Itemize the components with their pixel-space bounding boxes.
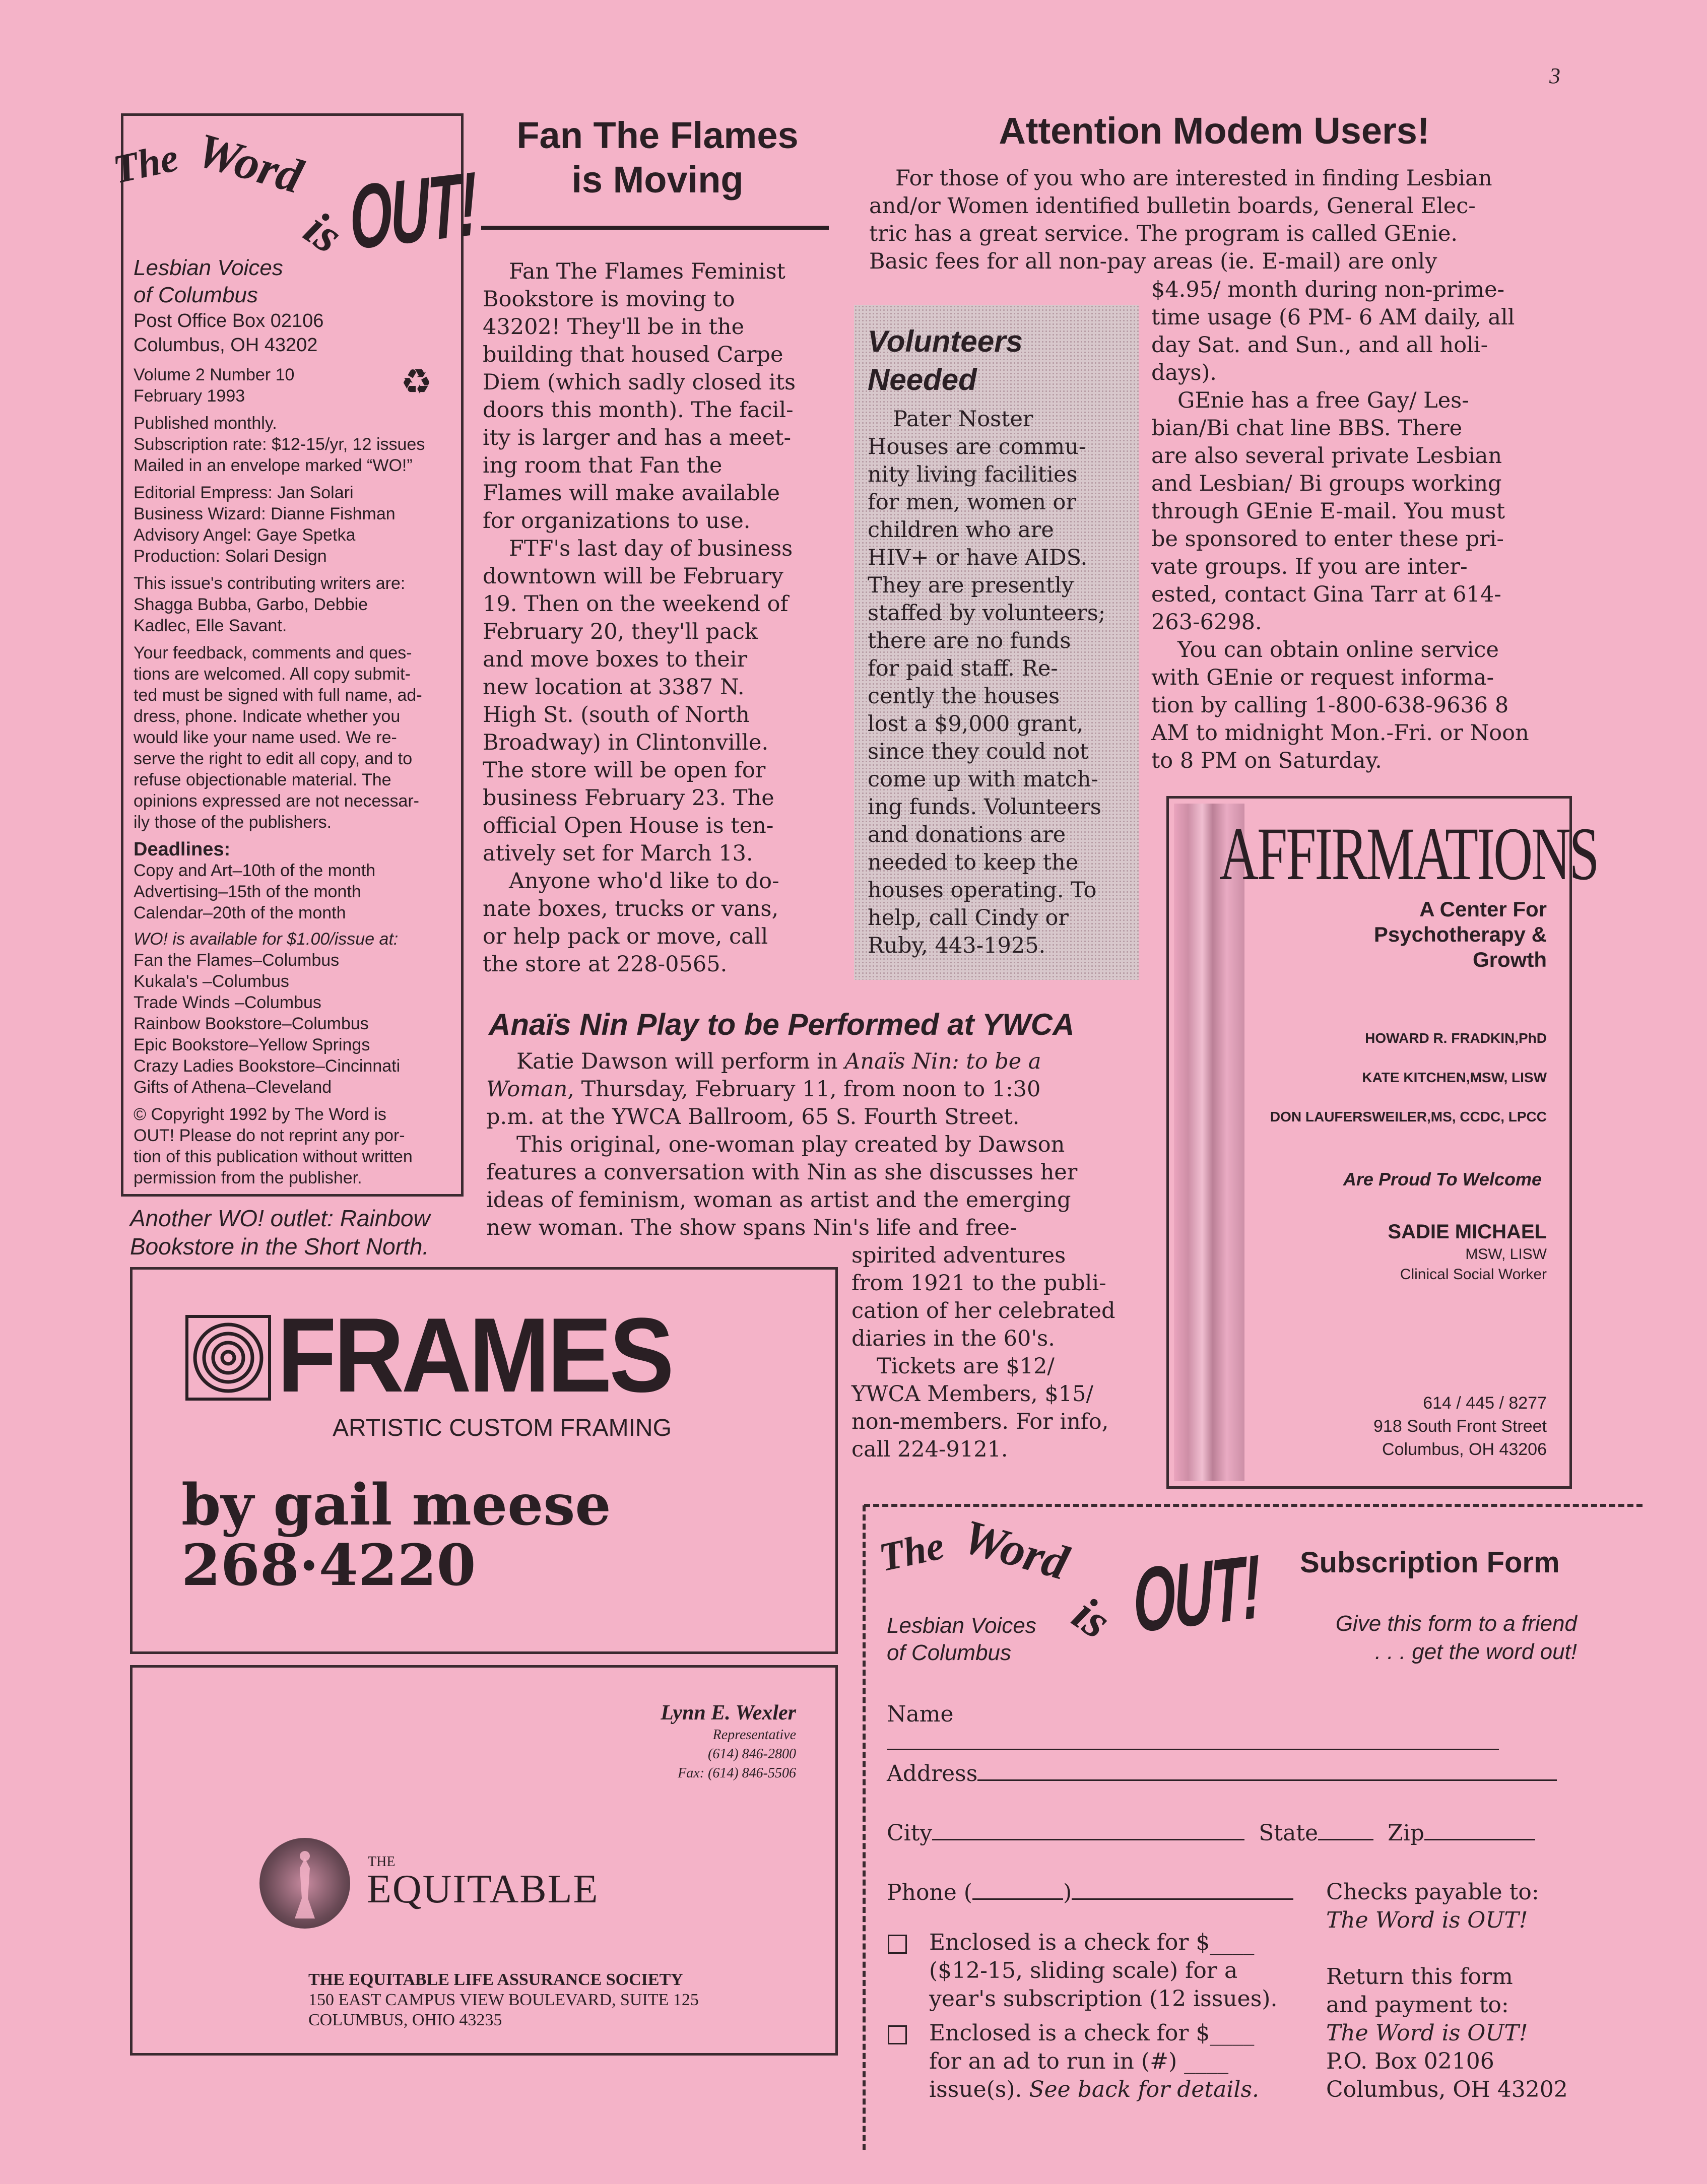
anais-narrow-line: from 1921 to the publi- bbox=[851, 1271, 1106, 1296]
writers-3: Kadlec, Elle Savant. bbox=[134, 616, 287, 635]
feedback-5: would like your name used. We re- bbox=[134, 728, 397, 747]
volunteers-line: for paid staff. Re- bbox=[868, 656, 1058, 681]
affirmations-sub-1: A Center For bbox=[1419, 897, 1547, 921]
masthead-subscription-1: Subscription rate: $12-15/yr, 12 issues bbox=[134, 435, 425, 454]
ftf-line: Flames will make available bbox=[483, 481, 780, 506]
phone-field-row bbox=[887, 1878, 1340, 1907]
volunteers-line: children who are bbox=[868, 517, 1054, 543]
volunteers-line: houses operating. To bbox=[868, 878, 1097, 903]
modem-intro-line: Basic fees for all non-pay areas (ie. E-mail) are only bbox=[869, 249, 1437, 274]
form-tagline-1: Give this form to a friend bbox=[1335, 1611, 1577, 1636]
form-logo-the: The bbox=[875, 1523, 948, 1580]
equitable-address-1: 150 EAST CAMPUS VIEW BOULEVARD, SUITE 125 bbox=[308, 1991, 699, 2009]
feedback-2: tions are welcomed. All copy submit- bbox=[134, 665, 411, 684]
address-label: Address bbox=[887, 1761, 978, 1786]
equitable-rep-title: Representative bbox=[712, 1727, 796, 1743]
anais-narrow-line: spirited adventures bbox=[851, 1243, 1066, 1268]
masthead-subscription-2: Mailed in an envelope marked “WO!” bbox=[134, 456, 413, 475]
equitable-address-2: COLUMBUS, OHIO 43235 bbox=[308, 2011, 502, 2029]
page-number: 3 bbox=[1549, 63, 1560, 88]
affirmations-staff bbox=[1255, 1019, 1547, 1137]
anais-narrow-line: YWCA Members, $15/ bbox=[851, 1381, 1093, 1407]
subscription-checkbox[interactable] bbox=[888, 1935, 907, 1954]
staff-3: Advisory Angel: Gaye Spetka bbox=[134, 525, 356, 545]
affirmations-cred-2: Clinical Social Worker bbox=[1400, 1266, 1547, 1283]
outlet-7: Gifts of Athena–Cleveland bbox=[134, 1078, 332, 1097]
ftf-line: High St. (south of North bbox=[483, 702, 750, 727]
outlet-4: Rainbow Bookstore–Columbus bbox=[134, 1014, 369, 1033]
ftf-line: ity is larger and has a meet- bbox=[483, 425, 791, 450]
modem-intro bbox=[869, 165, 1574, 276]
form-logo-word: Word bbox=[957, 1508, 1075, 1591]
masthead-address-1: Post Office Box 02106 bbox=[134, 310, 324, 332]
deadline-1: Copy and Art–10th of the month bbox=[134, 861, 376, 880]
volunteers-line: ing funds. Volunteers bbox=[868, 795, 1101, 820]
logo-the: The bbox=[109, 135, 182, 192]
ftf-line: 43202! They'll be in the bbox=[483, 314, 745, 340]
deadline-2: Advertising–15th of the month bbox=[134, 882, 361, 901]
name-label: Name bbox=[887, 1701, 954, 1727]
equitable-rep bbox=[504, 1700, 796, 1783]
ftf-line: official Open House is ten- bbox=[483, 813, 774, 838]
return-box: P.O. Box 02106 bbox=[1326, 2048, 1494, 2074]
equitable-company: THE EQUITABLE LIFE ASSURANCE SOCIETY bbox=[308, 1970, 683, 1989]
equitable-logo-icon bbox=[259, 1838, 350, 1929]
ftf-line: The store will be open for bbox=[483, 758, 766, 783]
outlet-note-1: Another WO! outlet: Rainbow bbox=[130, 1205, 430, 1231]
affirmations-subtitle bbox=[1260, 897, 1547, 972]
outlet-note-2: Bookstore in the Short North. bbox=[130, 1233, 429, 1260]
volunteers-title bbox=[868, 322, 1023, 399]
copyright-1: © Copyright 1992 by The Word is bbox=[134, 1105, 386, 1124]
equitable-logo-the: THE bbox=[368, 1854, 396, 1870]
form-title: Subscription Form bbox=[1300, 1546, 1560, 1579]
masthead-date: February 1993 bbox=[134, 386, 245, 406]
feedback-7: refuse objectionable material. The bbox=[134, 770, 391, 789]
masthead-volume: Volume 2 Number 10 bbox=[134, 365, 295, 384]
feedback-1: Your feedback, comments and ques- bbox=[134, 643, 412, 663]
copyright-4: permission from the publisher. bbox=[134, 1168, 362, 1187]
masthead-address-2: Columbus, OH 43202 bbox=[134, 335, 318, 356]
outlet-2: Kukala's –Columbus bbox=[134, 972, 289, 991]
anais-column bbox=[851, 1242, 1144, 1464]
modem-line: AM to midnight Mon.-Fri. or Noon bbox=[1151, 720, 1529, 746]
check-2-line-2: for an ad to run in (#) ____ bbox=[929, 2048, 1229, 2074]
logo-is: is bbox=[295, 201, 352, 263]
zip-label: Zip bbox=[1388, 1820, 1424, 1846]
volunteers-line: lost a $9,000 grant, bbox=[868, 711, 1084, 737]
frames-by: by gail meese bbox=[181, 1472, 611, 1538]
form-tagline bbox=[1275, 1610, 1577, 1666]
anais-narrow-line: call 224-9121. bbox=[851, 1437, 1008, 1462]
outlet-1: Fan the Flames–Columbus bbox=[134, 951, 340, 970]
check-2-issues: issue(s). bbox=[929, 2077, 1029, 2102]
outlet-6: Crazy Ladies Bookstore–Cincinnati bbox=[134, 1056, 401, 1076]
fan-flames-title bbox=[484, 113, 831, 202]
outlet-5: Epic Bookstore–Yellow Springs bbox=[134, 1035, 370, 1054]
phone-paren: ) bbox=[1063, 1880, 1072, 1905]
form-dashed-border-top bbox=[864, 1504, 1643, 1507]
volunteers-line: help, call Cindy or bbox=[868, 905, 1069, 931]
anais-narrow-line: Tickets are $12/ bbox=[877, 1354, 1055, 1379]
modem-line: $4.95/ month during non-prime- bbox=[1151, 277, 1505, 302]
modem-intro-line: and/or Women identified bulletin boards, General Elec- bbox=[869, 193, 1476, 219]
affirmations-newcomer bbox=[1255, 1219, 1547, 1285]
affirmations-street: 918 South Front Street bbox=[1373, 1417, 1547, 1436]
masthead-tagline-2: of Columbus bbox=[134, 283, 258, 307]
masthead-info bbox=[134, 254, 456, 1188]
modem-title: Attention Modem Users! bbox=[999, 110, 1430, 152]
frames-tagline: ARTISTIC CUSTOM FRAMING bbox=[333, 1415, 672, 1441]
volunteers-title-1: Volunteers bbox=[868, 324, 1023, 358]
state-label: State bbox=[1259, 1820, 1319, 1846]
staff-4: Production: Solari Design bbox=[134, 547, 327, 566]
anais-line: This original, one-woman play created by Dawson bbox=[516, 1132, 1065, 1157]
name-field[interactable] bbox=[887, 1729, 1499, 1750]
form-logo-sub bbox=[887, 1612, 1036, 1667]
masthead-published: Published monthly. bbox=[134, 414, 277, 433]
modem-line: be sponsored to enter these pri- bbox=[1151, 526, 1504, 552]
form-logo-sub-1: Lesbian Voices bbox=[887, 1613, 1036, 1638]
anais-narrow-line: non-members. For info, bbox=[851, 1409, 1109, 1434]
equitable-fax: Fax: (614) 846-5506 bbox=[678, 1765, 796, 1781]
ftf-line: business February 23. The bbox=[483, 785, 774, 811]
modem-line: bian/Bi chat line BBS. There bbox=[1151, 416, 1463, 441]
modem-line: and Lesbian/ Bi groups working bbox=[1151, 471, 1502, 496]
feedback-4: dress, phone. Indicate whether you bbox=[134, 707, 401, 726]
check-1-line-3: year's subscription (12 issues). bbox=[929, 1986, 1278, 2012]
availability: WO! is available for $1.00/issue at: bbox=[134, 930, 399, 949]
equitable-phone: (614) 846-2800 bbox=[708, 1746, 796, 1762]
phone-label: Phone ( bbox=[887, 1880, 972, 1905]
affirmations-cred-1: MSW, LISW bbox=[1465, 1246, 1547, 1263]
copyright-3: tion of this publication without written bbox=[134, 1147, 413, 1166]
fan-flames-rule bbox=[481, 226, 829, 230]
affirmations-staff-1: HOWARD R. FRADKIN,PhD bbox=[1365, 1030, 1547, 1046]
check-1-line-2: ($12-15, sliding scale) for a bbox=[929, 1958, 1238, 1983]
frames-logo: FRAMES bbox=[277, 1296, 672, 1414]
modem-column bbox=[1151, 276, 1569, 775]
volunteers-line: there are no funds bbox=[868, 628, 1071, 653]
return-city: Columbus, OH 43202 bbox=[1326, 2077, 1568, 2102]
equitable-rep-name: Lynn E. Wexler bbox=[661, 1701, 796, 1725]
modem-line: 263-6298. bbox=[1151, 610, 1262, 635]
anais-line: Woman, Thursday, February 11, from noon to 1:30 bbox=[486, 1077, 1041, 1102]
check-1-line-1: Enclosed is a check for $____ bbox=[929, 1930, 1255, 1955]
subscription-check-option bbox=[888, 1929, 1321, 2013]
form-logo-out: OUT! bbox=[1131, 1536, 1261, 1652]
volunteers-line: HIV+ or have AIDS. bbox=[868, 545, 1088, 570]
recycle-icon: ♻ bbox=[401, 361, 432, 403]
ftf-line: Fan The Flames Feminist bbox=[509, 259, 785, 284]
volunteers-article bbox=[868, 406, 1140, 960]
volunteers-line: Ruby, 443-1925. bbox=[868, 933, 1046, 958]
return-1: Return this form bbox=[1326, 1964, 1513, 1990]
volunteers-line: staffed by volunteers; bbox=[868, 601, 1106, 626]
ftf-line: nate boxes, trucks or vans, bbox=[483, 896, 779, 921]
volunteers-line: for men, women or bbox=[868, 490, 1077, 515]
ftf-line: Anyone who'd like to do- bbox=[509, 869, 779, 894]
payable-1: Checks payable to: bbox=[1326, 1879, 1539, 1905]
modem-line: are also several private Lesbian bbox=[1151, 443, 1502, 469]
form-logo-sub-2: of Columbus bbox=[887, 1640, 1012, 1665]
address-field[interactable] bbox=[977, 1759, 1557, 1781]
return-name: The Word is OUT! bbox=[1326, 2020, 1528, 2046]
volunteers-line: Pater Noster bbox=[893, 407, 1033, 432]
anais-title: Anaïs Nin Play to be Performed at YWCA bbox=[489, 1008, 1075, 1041]
modem-line: tion by calling 1-800-638-9636 8 bbox=[1151, 693, 1509, 718]
volunteers-line: Houses are commu- bbox=[868, 434, 1086, 459]
zip-field[interactable] bbox=[1424, 1819, 1535, 1840]
ftf-line: February 20, they'll pack bbox=[483, 619, 758, 644]
ftf-line: Diem (which sadly closed its bbox=[483, 370, 796, 395]
anais-line: ideas of feminism, woman as artist and the emerging bbox=[486, 1187, 1071, 1213]
ad-checkbox[interactable] bbox=[888, 2025, 907, 2044]
modem-line: GEnie has a free Gay/ Les- bbox=[1177, 388, 1469, 413]
ftf-line: and move boxes to their bbox=[483, 647, 748, 672]
outlet-3: Trade Winds –Columbus bbox=[134, 993, 321, 1012]
affirmations-title: AFFIRMATIONS bbox=[1219, 812, 1598, 896]
form-logo-is: is bbox=[1063, 1586, 1121, 1649]
logo-out: OUT! bbox=[348, 153, 478, 269]
ftf-line: new location at 3387 N. bbox=[483, 675, 745, 700]
payable-2: The Word is OUT! bbox=[1326, 1907, 1528, 1933]
ftf-line: for organizations to use. bbox=[483, 508, 751, 534]
modem-line: day Sat. and Sun., and all holi- bbox=[1151, 333, 1488, 358]
affirmations-name: SADIE MICHAEL bbox=[1388, 1221, 1547, 1243]
state-field[interactable] bbox=[1318, 1819, 1373, 1840]
ftf-line: downtown will be February bbox=[483, 564, 783, 589]
anais-narrow-line: diaries in the 60's. bbox=[851, 1326, 1055, 1351]
volunteers-line: since they could not bbox=[868, 739, 1089, 764]
volunteers-line: They are presently bbox=[868, 573, 1074, 598]
modem-line: vate groups. If you are inter- bbox=[1151, 554, 1468, 579]
modem-line: days). bbox=[1151, 360, 1217, 385]
ftf-line: 19. Then on the weekend of bbox=[483, 591, 789, 617]
modem-line: to 8 PM on Saturday. bbox=[1151, 748, 1382, 773]
payment-info bbox=[1326, 1878, 1568, 2104]
modem-line: with GEnie or request informa- bbox=[1151, 665, 1494, 690]
copyright-2: OUT! Please do not reprint any por- bbox=[134, 1126, 405, 1145]
check-2-details: See back for details. bbox=[1029, 2077, 1260, 2102]
affirmations-sub-3: Growth bbox=[1473, 948, 1547, 971]
staff-2: Business Wizard: Dianne Fishman bbox=[134, 504, 396, 523]
ftf-line: Broadway) in Clintonville. bbox=[483, 730, 769, 755]
fan-flames-title-1: Fan The Flames bbox=[516, 114, 799, 156]
affirmations-decor bbox=[1174, 804, 1244, 1481]
address-field-row bbox=[887, 1759, 1567, 1788]
writers-2: Shagga Bubba, Garbo, Debbie bbox=[134, 595, 368, 614]
feedback-3: ted must be signed with full name, ad- bbox=[134, 686, 422, 705]
check-2-line-3 bbox=[929, 2076, 1321, 2104]
volunteers-title-2: Needed bbox=[868, 363, 977, 396]
ftf-line: Bookstore is moving to bbox=[483, 287, 735, 312]
ftf-line: FTF's last day of business bbox=[509, 536, 793, 561]
modem-line: ested, contact Gina Tarr at 614- bbox=[1151, 582, 1501, 607]
equitable-address bbox=[308, 1970, 699, 2030]
staff-1: Editorial Empress: Jan Solari bbox=[134, 483, 354, 502]
ftf-line: building that housed Carpe bbox=[483, 342, 783, 367]
volunteers-line: nity living facilities bbox=[868, 462, 1078, 487]
ftf-line: atively set for March 13. bbox=[483, 841, 753, 866]
anais-line: Katie Dawson will perform in Anaïs Nin: to be a bbox=[516, 1049, 1041, 1074]
anais-article bbox=[486, 1048, 1141, 1242]
modem-line: time usage (6 PM- 6 AM daily, all bbox=[1151, 305, 1515, 330]
city-field[interactable] bbox=[932, 1819, 1244, 1840]
volunteers-line: and donations are bbox=[868, 822, 1066, 847]
ftf-line: the store at 228-0565. bbox=[483, 952, 728, 977]
volunteers-line: cently the houses bbox=[868, 684, 1060, 709]
modem-line: through GEnie E-mail. You must bbox=[1151, 499, 1505, 524]
volunteers-line: needed to keep the bbox=[868, 850, 1079, 875]
form-dashed-border-left bbox=[863, 1505, 866, 2150]
phone-number-field[interactable] bbox=[1072, 1878, 1293, 1900]
frames-logo-icon bbox=[185, 1315, 271, 1401]
check-2-line-1: Enclosed is a check for $____ bbox=[929, 2020, 1255, 2046]
ftf-line: ing room that Fan the bbox=[483, 453, 723, 478]
ftf-line: doors this month). The facil- bbox=[483, 398, 794, 423]
ad-check-option bbox=[888, 2019, 1321, 2104]
anais-line: new woman. The show spans Nin's life and free- bbox=[486, 1215, 1017, 1240]
writers-1: This issue's contributing writers are: bbox=[134, 574, 406, 593]
frames-phone: 268·4220 bbox=[181, 1533, 476, 1599]
logo-word: Word bbox=[191, 122, 309, 204]
city-field-row bbox=[887, 1819, 1567, 1847]
fan-flames-article bbox=[483, 258, 835, 978]
feedback-6: serve the right to edit all copy, and to bbox=[134, 749, 413, 768]
outlet-note bbox=[130, 1204, 430, 1261]
modem-line: You can obtain online service bbox=[1177, 637, 1499, 663]
ftf-line: or help pack or move, call bbox=[483, 924, 768, 949]
deadline-3: Calendar–20th of the month bbox=[134, 903, 346, 922]
anais-line: features a conversation with Nin as she discusses her bbox=[486, 1160, 1078, 1185]
deadlines-heading: Deadlines: bbox=[134, 839, 231, 860]
affirmations-staff-3: DON LAUFERSWEILER,MS, CCDC, LPCC bbox=[1270, 1109, 1547, 1124]
affirmations-welcome: Are Proud To Welcome bbox=[1343, 1169, 1542, 1189]
form-tagline-2: . . . get the word out! bbox=[1374, 1639, 1577, 1664]
anais-line: p.m. at the YWCA Ballroom, 65 S. Fourth Street. bbox=[486, 1104, 1020, 1130]
phone-area-field[interactable] bbox=[972, 1878, 1063, 1900]
feedback-8: opinions expressed are not necessar- bbox=[134, 791, 419, 811]
return-2: and payment to: bbox=[1326, 1992, 1509, 2018]
affirmations-city: Columbus, OH 43206 bbox=[1382, 1440, 1547, 1459]
equitable-logo: EQUITABLE bbox=[367, 1867, 599, 1911]
modem-intro-line: tric has a great service. The program is called GEnie. bbox=[869, 221, 1458, 246]
masthead-tagline-1: Lesbian Voices bbox=[134, 255, 283, 280]
fan-flames-title-2: is Moving bbox=[571, 159, 744, 201]
anais-narrow-line: cation of her celebrated bbox=[851, 1298, 1115, 1323]
affirmations-staff-2: KATE KITCHEN,MSW, LISW bbox=[1362, 1070, 1547, 1085]
name-field-row bbox=[887, 1700, 1562, 1757]
city-label: City bbox=[887, 1820, 933, 1846]
affirmations-contact bbox=[1255, 1392, 1547, 1461]
affirmations-phone: 614 / 445 / 8277 bbox=[1423, 1394, 1547, 1413]
modem-intro-line: For those of you who are interested in finding Lesbian bbox=[895, 166, 1492, 191]
feedback-9: ily those of the publishers. bbox=[134, 813, 332, 832]
volunteers-line: come up with match- bbox=[868, 767, 1098, 792]
affirmations-sub-2: Psychotherapy & bbox=[1373, 922, 1547, 946]
